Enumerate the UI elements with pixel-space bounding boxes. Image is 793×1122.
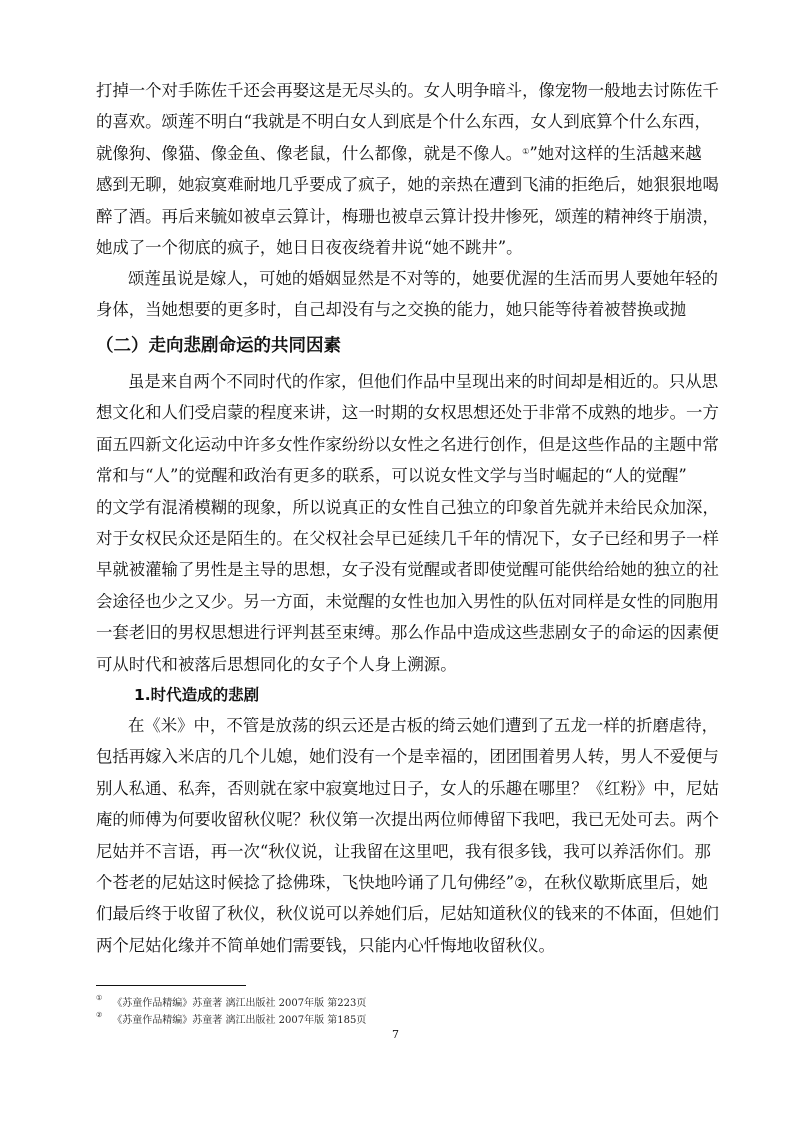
paragraph-4 bbox=[96, 710, 719, 961]
text-line: 会途径也少之又少。另一方面，未觉醒的女性也加入男性的队伍对同样是女性的同胞用 bbox=[96, 591, 719, 611]
text-segment: ，在秋仪歇斯底里后，她 bbox=[527, 872, 708, 892]
footnote-2 bbox=[96, 1011, 366, 1026]
footnote-text: 《苏童作品精编》苏童著 漓江出版社 2007年版 第223页 bbox=[112, 998, 367, 1009]
text-line: 的文学有混淆模糊的现象，所以说真正的女性自己独立的印象首先就并未给民众加深， bbox=[96, 497, 719, 517]
text-line: 醉了酒。再后来毓如被卓云算计，梅珊也被卓云算计投井惨死，颂莲的精神终于崩溃， bbox=[96, 206, 719, 226]
paragraph-2 bbox=[96, 263, 719, 326]
text-line: 早就被灌输了男性是主导的思想，女子没有觉醒或者即使觉醒可能供给给她的独立的社 bbox=[96, 560, 719, 580]
text-line bbox=[96, 867, 708, 898]
text-line: 一套老旧的男权思想进行评判甚至束缚。那么作品中造成这些悲剧女子的命运的因素便 bbox=[96, 623, 719, 643]
text-line: 尼姑并不言语，再一次“秋仪说，让我留在这里吧，我有很多钱，我可以养活你们。那 bbox=[96, 841, 711, 861]
text-line: 别人私通、私奔，否则就在家中寂寞地过日子，女人的乐趣在哪里？《红粉》中，尼姑 bbox=[96, 778, 719, 798]
section-heading: （二）走向悲剧命运的共同因素 bbox=[96, 336, 341, 356]
text-line: 庵的师傅为何要收留秋仪呢？秋仪第一次提出两位师傅留下我吧，我已无处可去。两个 bbox=[96, 810, 719, 830]
text-segment: 个苍老的尼姑这时候捻了捻佛珠，飞快地吟诵了几句佛经” bbox=[96, 872, 515, 892]
page-number: 7 bbox=[392, 1028, 399, 1041]
text-segment: 就像狗、像猫、像金鱼、像老鼠，什么都像，就是不像人。 bbox=[96, 143, 523, 163]
text-line: 她成了一个彻底的疯子，她日日夜夜绕着井说“她不跳井”。 bbox=[96, 237, 523, 257]
text-line: 在《米》中，不管是放荡的织云还是古板的绮云她们遭到了五龙一样的折磨虐待， bbox=[128, 716, 719, 735]
text-line: 的喜欢。颂莲不明白“我就是不明白女人到底是个什么东西，女人到底算个什么东西， bbox=[96, 112, 711, 132]
text-segment: ”她对这样的生活越来越 bbox=[529, 143, 702, 163]
footnote-text: 《苏童作品精编》苏童著 漓江出版社 2007年版 第185页 bbox=[112, 1015, 367, 1026]
text-line: 对于女权民众还是陌生的。在父权社会早已延续几千年的情况下，女子已经和男子一样 bbox=[96, 528, 719, 548]
subsection-heading: 1.时代造成的悲剧 bbox=[134, 686, 260, 704]
text-line: 两个尼姑化缘并不简单她们需要钱，只能内心忏悔地收留秋仪。 bbox=[96, 935, 555, 955]
text-line: 虽是来自两个不同时代的作家，但他们作品中呈现出来的时间却是相近的。只从思 bbox=[128, 372, 719, 391]
text-line: 包括再嫁入米店的几个儿媳，她们没有一个是幸福的，团团围着男人转，男人不爱便与 bbox=[96, 747, 719, 767]
text-line: 感到无聊，她寂寞难耐地几乎要成了疯子，她的亲热在遭到飞浦的拒绝后，她狠狠地喝 bbox=[96, 175, 719, 195]
footnote-ref-2[interactable]: ② bbox=[514, 873, 528, 892]
text-line: 想文化和人们受启蒙的程度来讲，这一时期的女权思想还处于非常不成熟的地步。一方 bbox=[96, 403, 719, 423]
footnote-1 bbox=[96, 994, 366, 1009]
footnote-mark: ② bbox=[96, 1011, 103, 1019]
text-line bbox=[96, 138, 704, 169]
text-line: 可从时代和被落后思想同化的女子个人身上溯源。 bbox=[96, 654, 457, 674]
text-line: 常和与“人”的觉醒和政治有更多的联系，可以说女性文学与当时崛起的“人的觉醒” bbox=[96, 466, 687, 486]
text-line: 面五四新文化运动中许多女性作家纷纷以女性之名进行创作，但是这些作品的主题中常 bbox=[96, 434, 719, 454]
text-line: 打掉一个对手陈佐千还会再娶这是无尽头的。女人明争暗斗，像宠物一般地去讨陈佐千 bbox=[96, 81, 719, 100]
paragraph-1 bbox=[96, 75, 719, 263]
paragraph-3 bbox=[96, 366, 719, 680]
text-line: 颂莲虽说是嫁人，可她的婚姻显然是不对等的，她要优渥的生活而男人要她年轻的 bbox=[128, 269, 719, 288]
text-line: 身体，当她想要的更多时，自己却没有与之交换的能力，她只能等待着被替换或抛 bbox=[96, 300, 687, 320]
footnote-mark: ① bbox=[96, 994, 103, 1002]
footnote-divider bbox=[96, 985, 246, 986]
text-line: 们最后终于收留了秋仪，秋仪说可以养她们后，尼姑知道秋仪的钱来的不体面，但她们 bbox=[96, 904, 719, 924]
footnote-ref-1[interactable]: ① bbox=[522, 146, 530, 156]
